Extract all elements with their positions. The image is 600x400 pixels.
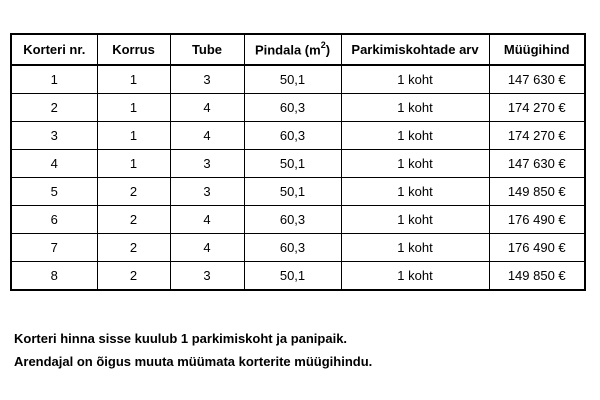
cell-apartment-no: 5 bbox=[11, 178, 97, 206]
cell-rooms: 3 bbox=[170, 150, 244, 178]
cell-price: 176 490 € bbox=[489, 234, 585, 262]
cell-price: 174 270 € bbox=[489, 94, 585, 122]
table-row bbox=[11, 262, 585, 291]
cell-price: 147 630 € bbox=[489, 150, 585, 178]
cell-floor: 2 bbox=[97, 178, 170, 206]
cell-parking: 1 koht bbox=[341, 150, 489, 178]
header-area-suffix: ) bbox=[325, 42, 331, 58]
header-price: Müügihind bbox=[489, 34, 585, 65]
cell-area: 60,3 bbox=[244, 94, 341, 122]
cell-apartment-no: 2 bbox=[11, 94, 97, 122]
table-row bbox=[11, 178, 585, 206]
cell-parking: 1 koht bbox=[341, 178, 489, 206]
cell-apartment-no: 4 bbox=[11, 150, 97, 178]
price-notes bbox=[14, 327, 372, 373]
cell-price: 149 850 € bbox=[489, 178, 585, 206]
cell-rooms: 4 bbox=[170, 94, 244, 122]
header-parking: Parkimiskohtade arv bbox=[341, 34, 489, 65]
cell-floor: 1 bbox=[97, 65, 170, 94]
cell-parking: 1 koht bbox=[341, 65, 489, 94]
cell-parking: 1 koht bbox=[341, 234, 489, 262]
cell-apartment-no: 7 bbox=[11, 234, 97, 262]
table-row bbox=[11, 65, 585, 94]
header-area bbox=[244, 34, 341, 65]
cell-parking: 1 koht bbox=[341, 206, 489, 234]
cell-area: 50,1 bbox=[244, 65, 341, 94]
header-rooms: Tube bbox=[170, 34, 244, 65]
cell-price: 149 850 € bbox=[489, 262, 585, 291]
cell-rooms: 3 bbox=[170, 262, 244, 291]
table-header-row bbox=[11, 34, 585, 65]
cell-area: 60,3 bbox=[244, 206, 341, 234]
cell-parking: 1 koht bbox=[341, 94, 489, 122]
cell-area: 50,1 bbox=[244, 262, 341, 291]
table-row bbox=[11, 122, 585, 150]
table-row bbox=[11, 234, 585, 262]
note-price-change-right: Arendajal on õigus muuta müümata korterite müügihindu. bbox=[14, 354, 373, 369]
header-area-superscript: 2 bbox=[320, 40, 326, 51]
cell-floor: 1 bbox=[97, 150, 170, 178]
table-row bbox=[11, 150, 585, 178]
cell-parking: 1 koht bbox=[341, 122, 489, 150]
cell-rooms: 3 bbox=[170, 178, 244, 206]
cell-area: 60,3 bbox=[244, 234, 341, 262]
cell-apartment-no: 8 bbox=[11, 262, 97, 291]
cell-parking: 1 koht bbox=[341, 262, 489, 291]
apartment-price-table bbox=[10, 33, 586, 291]
cell-floor: 2 bbox=[97, 206, 170, 234]
cell-price: 174 270 € bbox=[489, 122, 585, 150]
cell-apartment-no: 6 bbox=[11, 206, 97, 234]
header-area-prefix: Pindala (m bbox=[254, 42, 321, 58]
cell-price: 176 490 € bbox=[489, 206, 585, 234]
header-apartment-no: Korteri nr. bbox=[11, 34, 97, 65]
table-row bbox=[11, 206, 585, 234]
cell-apartment-no: 3 bbox=[11, 122, 97, 150]
cell-floor: 2 bbox=[97, 234, 170, 262]
cell-floor: 1 bbox=[97, 94, 170, 122]
cell-rooms: 3 bbox=[170, 65, 244, 94]
cell-rooms: 4 bbox=[170, 206, 244, 234]
cell-area: 50,1 bbox=[244, 178, 341, 206]
cell-floor: 1 bbox=[97, 122, 170, 150]
cell-area: 50,1 bbox=[244, 150, 341, 178]
cell-rooms: 4 bbox=[170, 234, 244, 262]
cell-floor: 2 bbox=[97, 262, 170, 291]
note-parking-included: Korteri hinna sisse kuulub 1 parkimiskoht ja panipaik. bbox=[14, 331, 348, 346]
header-floor: Korrus bbox=[97, 34, 170, 65]
table-row bbox=[11, 94, 585, 122]
cell-area: 60,3 bbox=[244, 122, 341, 150]
cell-apartment-no: 1 bbox=[11, 65, 97, 94]
cell-rooms: 4 bbox=[170, 122, 244, 150]
cell-price: 147 630 € bbox=[489, 65, 585, 94]
